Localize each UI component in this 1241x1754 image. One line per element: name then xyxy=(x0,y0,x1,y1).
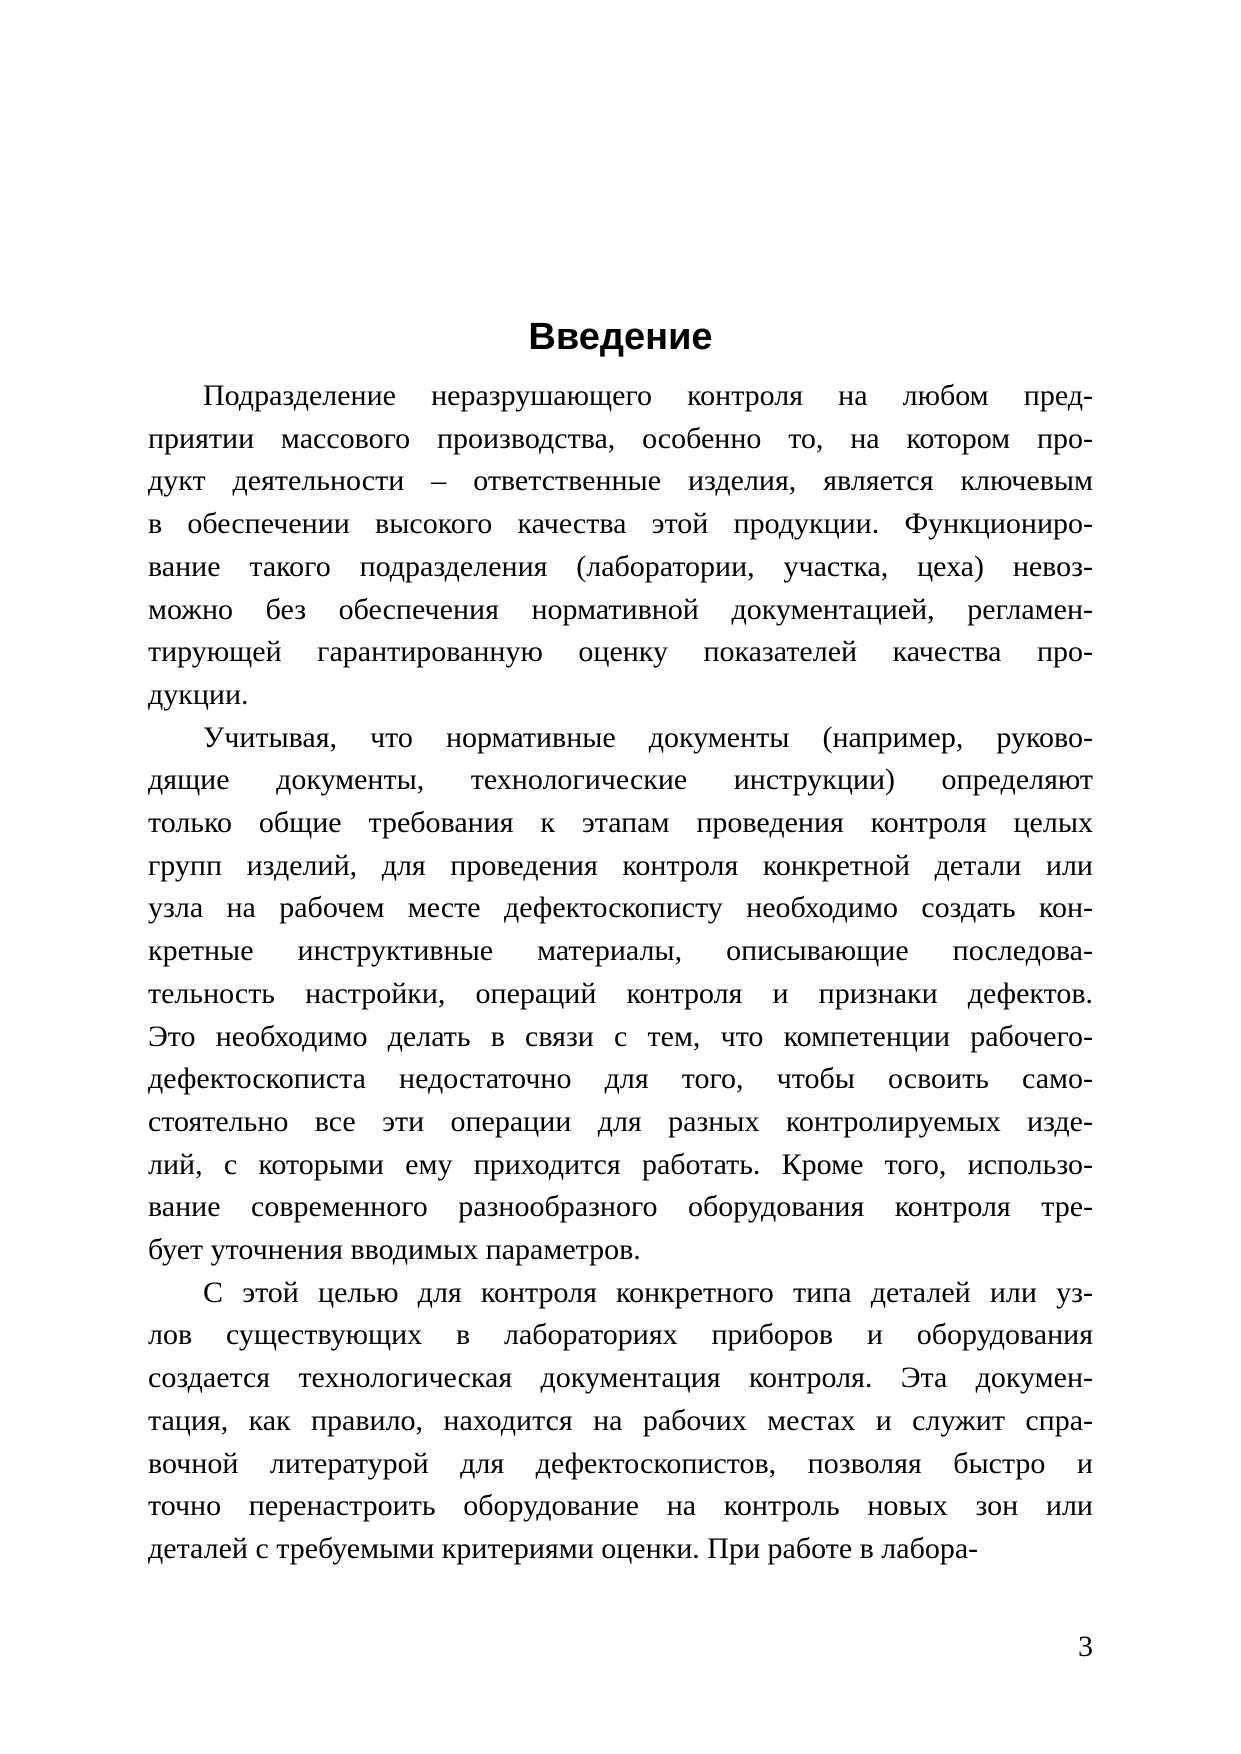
text-line: дящие документы, технологические инструкции) определяют xyxy=(148,763,1093,797)
text-line: стоятельно все эти операции для разных контролируемых изде- xyxy=(148,1104,1093,1138)
text-line: узла на рабочем месте дефектоскописту необходимо создать кон- xyxy=(148,891,1093,925)
text-line: кретные инструктивные материалы, описывающие последова- xyxy=(148,934,1093,968)
text-line: создается технологическая документация контроля. Эта докумен- xyxy=(148,1361,1093,1395)
body-text xyxy=(148,375,1093,1571)
text-line: лий, с которыми ему приходится работать. Кроме того, использо- xyxy=(148,1147,1093,1181)
text-line: бует уточнения вводимых параметров. xyxy=(148,1233,641,1267)
text-line: вочной литературой для дефектоскопистов, позволяя быстро и xyxy=(148,1446,1093,1480)
text-line: Это необходимо делать в связи с тем, что компетенции рабочего- xyxy=(148,1019,1093,1053)
text-line: вание современного разнообразного оборудования контроля тре- xyxy=(148,1190,1093,1224)
text-line: вание такого подразделения (лаборатории, участка, цеха) невоз- xyxy=(148,549,1093,583)
text-line: дефектоскописта недостаточно для того, чтобы освоить само- xyxy=(148,1062,1093,1096)
text-line: точно перенастроить оборудование на контроль новых зон или xyxy=(148,1489,1093,1523)
text-line: только общие требования к этапам проведения контроля целых xyxy=(148,806,1093,840)
text-line: тация, как правило, находится на рабочих местах и служит спра- xyxy=(148,1403,1093,1437)
page-number: 3 xyxy=(1078,1630,1093,1663)
text-line: лов существующих в лабораториях приборов и оборудования xyxy=(148,1318,1093,1352)
text-line: в обеспечении высокого качества этой продукции. Функциониро- xyxy=(148,507,1093,541)
text-line: Подразделение неразрушающего контроля на любом пред- xyxy=(203,379,1093,412)
page-title: Введение xyxy=(528,316,713,358)
text-line: приятии массового производства, особенно то, на котором про- xyxy=(148,421,1093,455)
text-line: С этой целью для контроля конкретного типа деталей или уз- xyxy=(203,1275,1093,1309)
text-line: можно без обеспечения нормативной документацией, регламен- xyxy=(148,592,1093,626)
text-line: деталей с требуемыми критериями оценки. При работе в лабора- xyxy=(148,1531,979,1565)
text-line: групп изделий, для проведения контроля конкретной детали или xyxy=(148,848,1093,882)
text-line: дукт деятельности – ответственные изделия, является ключевым xyxy=(148,464,1093,498)
text-line: дукции. xyxy=(148,677,249,711)
text-line: Учитывая, что нормативные документы (например, руково- xyxy=(203,720,1093,754)
text-line: тельность настройки, операций контроля и признаки дефектов. xyxy=(148,976,1093,1010)
text-line: тирующей гарантированную оценку показателей качества про- xyxy=(148,635,1093,669)
